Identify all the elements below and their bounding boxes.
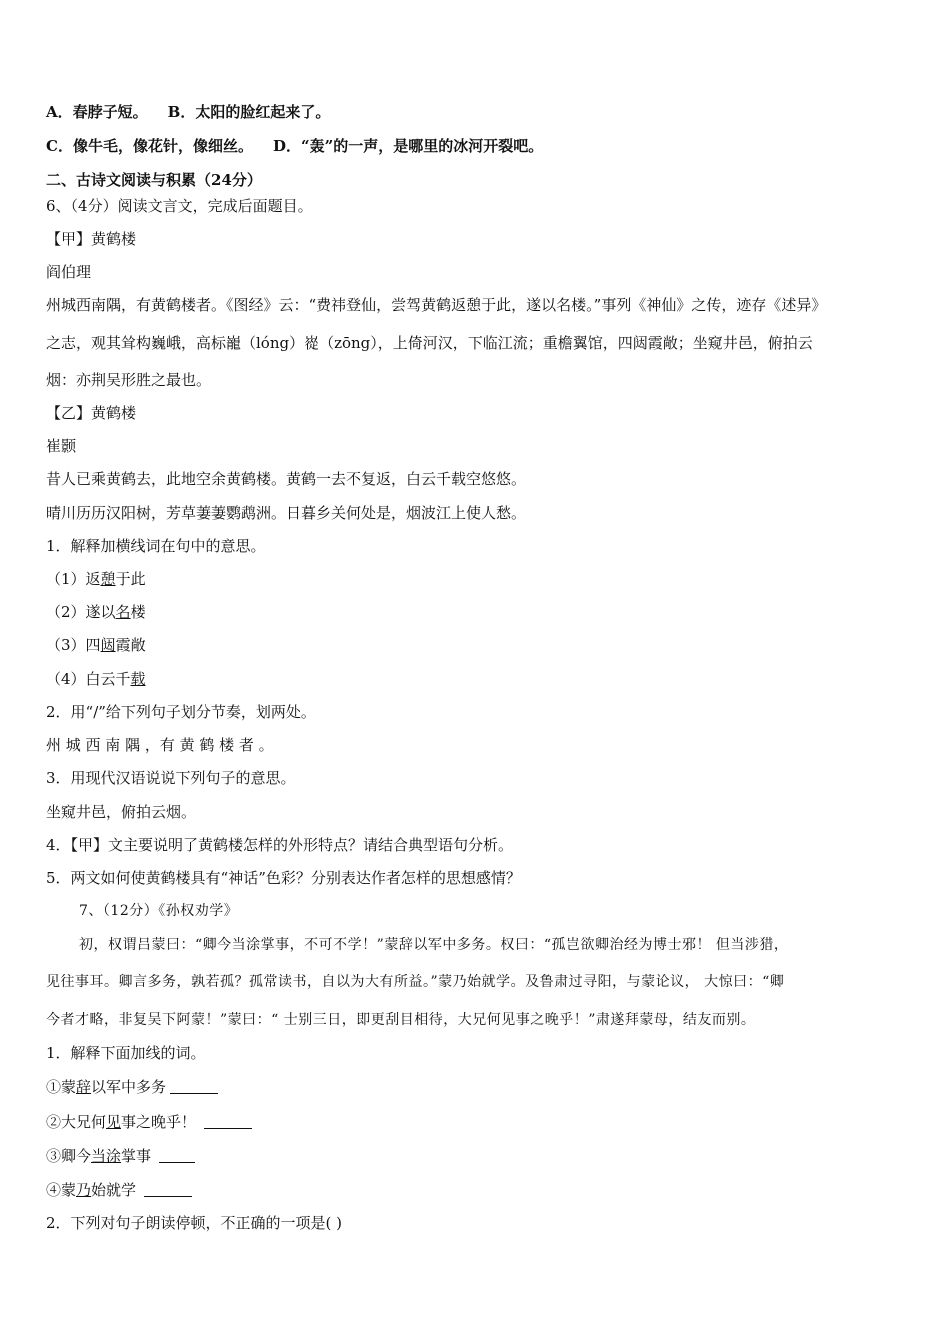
underlined-word: 闼 [100,636,116,654]
q7-sub1: 1．解释下面加线的词。 [46,1044,206,1062]
underlined-word: 见 [106,1113,122,1131]
q6-sub3: 3．用现代汉语说说下列句子的意思。 [46,769,296,787]
q6-sub2: 2．用“/”给下列句子划分节奏，划两处。 [46,703,316,721]
jia-paragraph-line-3: 烟：亦荆吴形胜之最也。 [46,371,212,389]
underlined-word: 名 [115,603,131,621]
item-prefix: ①蒙 [46,1078,77,1096]
q6-sub2-text: 州 城 西 南 隅 ，有 黄 鹤 楼 者 。 [46,736,274,754]
q6-sub1-item-2 [46,602,146,622]
answer-blank[interactable] [204,1113,252,1129]
jia-paragraph-line-2: 之志，观其耸构巍峨，高标巃（lóng）嵸（zōng），上倚河汉，下临江流；重檐翼馆，四闼霞敞；坐窥井邑，俯拍云 [46,334,813,352]
q7-passage-line-2: 见往事耳。卿言多务，孰若孤？孤常读书，自以为大有所益。”蒙乃始就学。及鲁肃过寻阳，与蒙论议， 大惊曰：“卿 [46,974,785,990]
options-ab [46,102,330,122]
q7-title: 7、（12分）《孙权劝学》 [79,903,239,919]
underlined-word: 乃 [76,1181,92,1199]
underlined-word: 憩 [100,570,116,588]
option-a-label: A． [46,103,73,121]
underlined-word: 当涂 [91,1147,122,1165]
option-a-text: 春脖子短。 [72,103,148,121]
item-prefix: （4）白云千 [46,670,131,688]
item-suffix: 楼 [130,603,146,621]
answer-blank[interactable] [159,1147,195,1163]
jia-author: 阎伯理 [46,263,92,281]
jia-paragraph-line-1: 州城西南隅，有黄鹤楼者。《图经》云：“费祎登仙，尝驾黄鹤返憩于此，遂以名楼。”事列《神仙》之传，迹存《述异》 [46,296,827,314]
item-suffix: 以军中多务 [91,1078,167,1096]
answer-blank[interactable] [144,1181,192,1197]
options-cd [46,136,543,156]
item-prefix: （2）遂以 [46,603,116,621]
q7-sub2: 2．下列对句子朗读停顿，不正确的一项是( ) [46,1214,343,1232]
yi-title: 【乙】黄鹤楼 [46,404,137,422]
q6-intro: 6、（4分）阅读文言文，完成后面题目。 [46,197,313,215]
q7-item-3 [46,1146,195,1166]
option-d-label: D． [272,137,301,155]
option-c-label: C． [46,137,73,155]
item-suffix: 始就学 [91,1181,137,1199]
option-b-label: B． [167,103,196,121]
q6-sub3-text: 坐窥井邑，俯拍云烟。 [46,803,197,821]
yi-author: 崔颢 [46,437,77,455]
option-c-text: 像牛毛，像花针，像细丝。 [72,137,253,155]
item-prefix: （1）返 [46,570,101,588]
q7-item-4 [46,1180,192,1200]
q7-passage-line-3: 今者才略，非复吴下阿蒙！”蒙曰：“ 士别三日，即更刮目相待，大兄何见事之晚乎！”肃遂拜蒙母，结友而别。 [46,1012,756,1028]
q6-sub1-item-3 [46,635,146,655]
item-suffix: 事之晚乎！ [121,1113,197,1131]
q6-sub1-item-4 [46,669,146,689]
jia-title: 【甲】黄鹤楼 [46,230,137,248]
item-prefix: ③卿今 [46,1147,92,1165]
item-suffix: 掌事 [121,1147,152,1165]
yi-poem-line-1: 昔人已乘黄鹤去，此地空余黄鹤楼。黄鹤一去不复返，白云千载空悠悠。 [46,470,527,488]
q7-item-2 [46,1112,252,1132]
option-b-text: 太阳的脸红起来了。 [195,103,331,121]
q7-item-1 [46,1077,218,1097]
item-suffix: 于此 [115,570,146,588]
item-prefix: ④蒙 [46,1181,77,1199]
answer-blank[interactable] [170,1078,218,1094]
yi-poem-line-2: 晴川历历汉阳树，芳草萋萋鹦鹉洲。日暮乡关何处是，烟波江上使人愁。 [46,504,527,522]
q7-passage-line-1: 初，权谓吕蒙曰：“卿今当涂掌事，不可不学！”蒙辞以军中多务。权曰：“孤岂欲卿治经为博士邪！ 但当涉猎， [79,937,789,953]
section-heading: 二、古诗文阅读与积累（24分） [46,171,262,189]
underlined-word: 辞 [76,1078,92,1096]
q6-sub1: 1．解释加横线词在句中的意思。 [46,537,266,555]
item-prefix: （3）四 [46,636,101,654]
q6-sub1-item-1 [46,569,146,589]
option-d-text: “轰”的一声，是哪里的冰河开裂吧。 [300,137,544,155]
q6-sub4: 4．【甲】文主要说明了黄鹤楼怎样的外形特点？请结合典型语句分析。 [46,836,514,854]
underlined-word: 载 [130,670,146,688]
item-suffix: 霞敞 [115,636,146,654]
item-prefix: ②大兄何 [46,1113,107,1131]
q6-sub5: 5．两文如何使黄鹤楼具有“神话”色彩？分别表达作者怎样的思想感情？ [46,869,521,887]
